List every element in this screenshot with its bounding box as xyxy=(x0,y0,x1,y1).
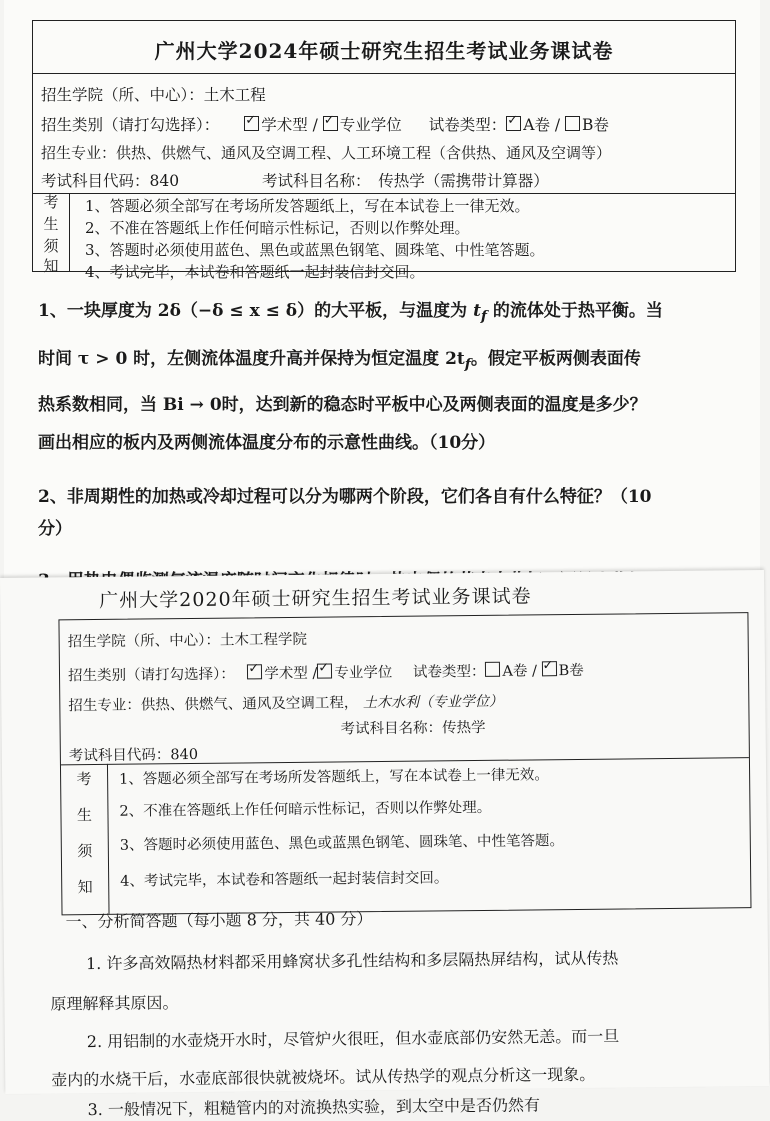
rule-item: 1、答题必须全部写在考场所发答题纸上，写在本试卷上一律无效。 xyxy=(85,197,530,215)
rule-item: 2、不准在答题纸上作任何暗示性标记，否则以作弊处理。 xyxy=(119,799,492,820)
handwritten-note: 土木水利（专业学位） xyxy=(362,693,504,712)
exam-header-box-2024 xyxy=(32,20,736,281)
paper-type-label: 试卷类型： xyxy=(412,663,486,681)
exam-sheet-2020 xyxy=(0,570,769,1120)
paper-b-checkbox xyxy=(565,116,580,131)
subject-code: 考试科目代码：840 xyxy=(68,746,199,765)
divider xyxy=(33,193,735,194)
category-line: 招生类别（请打勾选择）： ✓ 学术型 / ✓专业学位 试卷类型：✓ A卷 / B卷 xyxy=(41,113,609,135)
exam-sheet-2024 xyxy=(4,0,760,588)
academic-checkbox xyxy=(247,664,262,679)
notice-char: 须 xyxy=(77,842,93,861)
paper-b-option: ✓B卷 xyxy=(541,663,583,679)
academic-checkbox xyxy=(244,116,259,131)
section-1-heading: 一、分析简答题（每小题 8 分，共 40 分） xyxy=(65,909,373,932)
paper-b-option: B卷 xyxy=(565,116,609,134)
major-line: 招生专业：供热、供燃气、通风及空调工程、人工环境工程（含供热、通风及空调等） xyxy=(41,144,612,162)
notice-char: 知 xyxy=(43,257,59,275)
category-label: 招生类别（请打勾选择）： xyxy=(67,666,235,685)
rule-item: 4、考试完毕，本试卷和答题纸一起封装信封交回。 xyxy=(85,263,425,281)
notice-char: 须 xyxy=(43,237,59,255)
college-line: 招生学院（所、中心）：土木工程 xyxy=(41,86,266,104)
professional-option: ✓ 专业学位 xyxy=(317,665,392,682)
notice-char: 考 xyxy=(43,193,59,211)
professional-option: ✓专业学位 xyxy=(323,116,402,134)
exam-header-box-2020 xyxy=(58,585,751,915)
rule-item: 1、答题必须全部写在考场所发答题纸上，写在本试卷上一律无效。 xyxy=(119,767,549,788)
paper-a-option: ✓ A卷 xyxy=(506,116,550,134)
paper-a-checkbox xyxy=(485,662,500,677)
question-2-line-1: 2、非周期性的加热或冷却过程可以分为哪两个阶段，它们各自有什么特征？（10 xyxy=(38,487,652,507)
notice-char: 知 xyxy=(77,878,93,897)
exam-title-2020: 广州大学2020年硕士研究生招生考试业务课试卷 xyxy=(99,585,532,612)
rule-item: 3、答题时必须使用蓝色、黑色或蓝黑色钢笔、圆珠笔、中性笔答题。 xyxy=(119,833,565,854)
question-3-partial: 3. 一般情况下，粗糙管内的对流换热实验，到太空中是否仍然有 xyxy=(87,1095,541,1120)
notice-column xyxy=(33,193,70,275)
professional-checkbox xyxy=(323,116,338,131)
category-line: 招生类别（请打勾选择）： ✓ 学术型 /✓ 专业学位 试卷类型： A卷 / ✓B卷 xyxy=(68,659,584,685)
notice-char: 考 xyxy=(76,770,92,789)
subject-code: 考试科目代码：840 xyxy=(41,172,180,190)
question-1-line-2: 时间 τ > 0 时，左侧流体温度升高并保持为恒定温度 $2t_f$。假定平板两侧表面传 xyxy=(38,349,641,373)
academic-option: ✓ 学术型 xyxy=(247,666,308,683)
question-2-line-2: 分） xyxy=(38,519,72,539)
question-1-line-1: 1. 许多高效隔热材料都采用蜂窝状多孔性结构和多层隔热屏结构，试从传热 xyxy=(85,948,619,974)
rule-item: 2、不准在答题纸上作任何暗示性标记，否则以作弊处理。 xyxy=(85,219,470,237)
subject-name: 考试科目名称：传热学 xyxy=(340,719,486,738)
question-1-line-2: 原理解释其原因。 xyxy=(50,993,179,1014)
question-1-line-3: 热系数相同，当 Bi → 0时，达到新的稳态时平板中心及两侧表面的温度是多少？ xyxy=(38,395,647,415)
paper-b-checkbox xyxy=(541,661,556,676)
academic-option: ✓ 学术型 xyxy=(244,116,308,134)
category-label: 招生类别（请打勾选择）： xyxy=(41,116,220,134)
college-line: 招生学院（所、中心）：土木工程学院 xyxy=(67,631,307,651)
paper-a-option: A卷 xyxy=(485,663,527,679)
exam-title-2024: 广州大学2024年硕士研究生招生考试业务课试卷 xyxy=(154,39,614,63)
rule-item: 3、答题时必须使用蓝色、黑色或蓝黑色钢笔、圆珠笔、中性笔答题。 xyxy=(85,241,545,259)
divider xyxy=(33,73,735,74)
rule-item: 4、考试完毕，本试卷和答题纸一起封装信封交回。 xyxy=(120,870,449,890)
question-1-line-1: 1、一块厚度为 2δ（−δ ≤ x ≤ δ）的大平板，与温度为 $t_f$ 的流体处于热平衡。当 xyxy=(38,301,663,325)
subject-name: 考试科目名称： 传热学（需携带计算器） xyxy=(262,172,549,190)
code-line xyxy=(41,169,549,191)
paper-a-checkbox xyxy=(506,116,521,131)
notice-char: 生 xyxy=(76,806,93,825)
major-text: 招生专业：供热、供燃气、通风及空调工程， xyxy=(68,695,359,715)
question-2-line-1: 2. 用铝制的水壶烧开水时，尽管炉火很旺，但水壶底部仍安然无恙。而一旦 xyxy=(86,1026,620,1052)
question-2-line-2: 壶内的水烧干后，水壶底部很快就被烧坏。试从传热学的观点分析这一现象。 xyxy=(51,1064,596,1090)
question-1-line-4: 画出相应的板内及两侧流体温度分布的示意性曲线。（10分） xyxy=(38,433,496,453)
paper-type-label: 试卷类型： xyxy=(428,116,507,134)
notice-char: 生 xyxy=(43,215,59,233)
notice-column xyxy=(61,764,110,914)
major-line xyxy=(68,690,503,716)
professional-checkbox xyxy=(317,664,332,679)
